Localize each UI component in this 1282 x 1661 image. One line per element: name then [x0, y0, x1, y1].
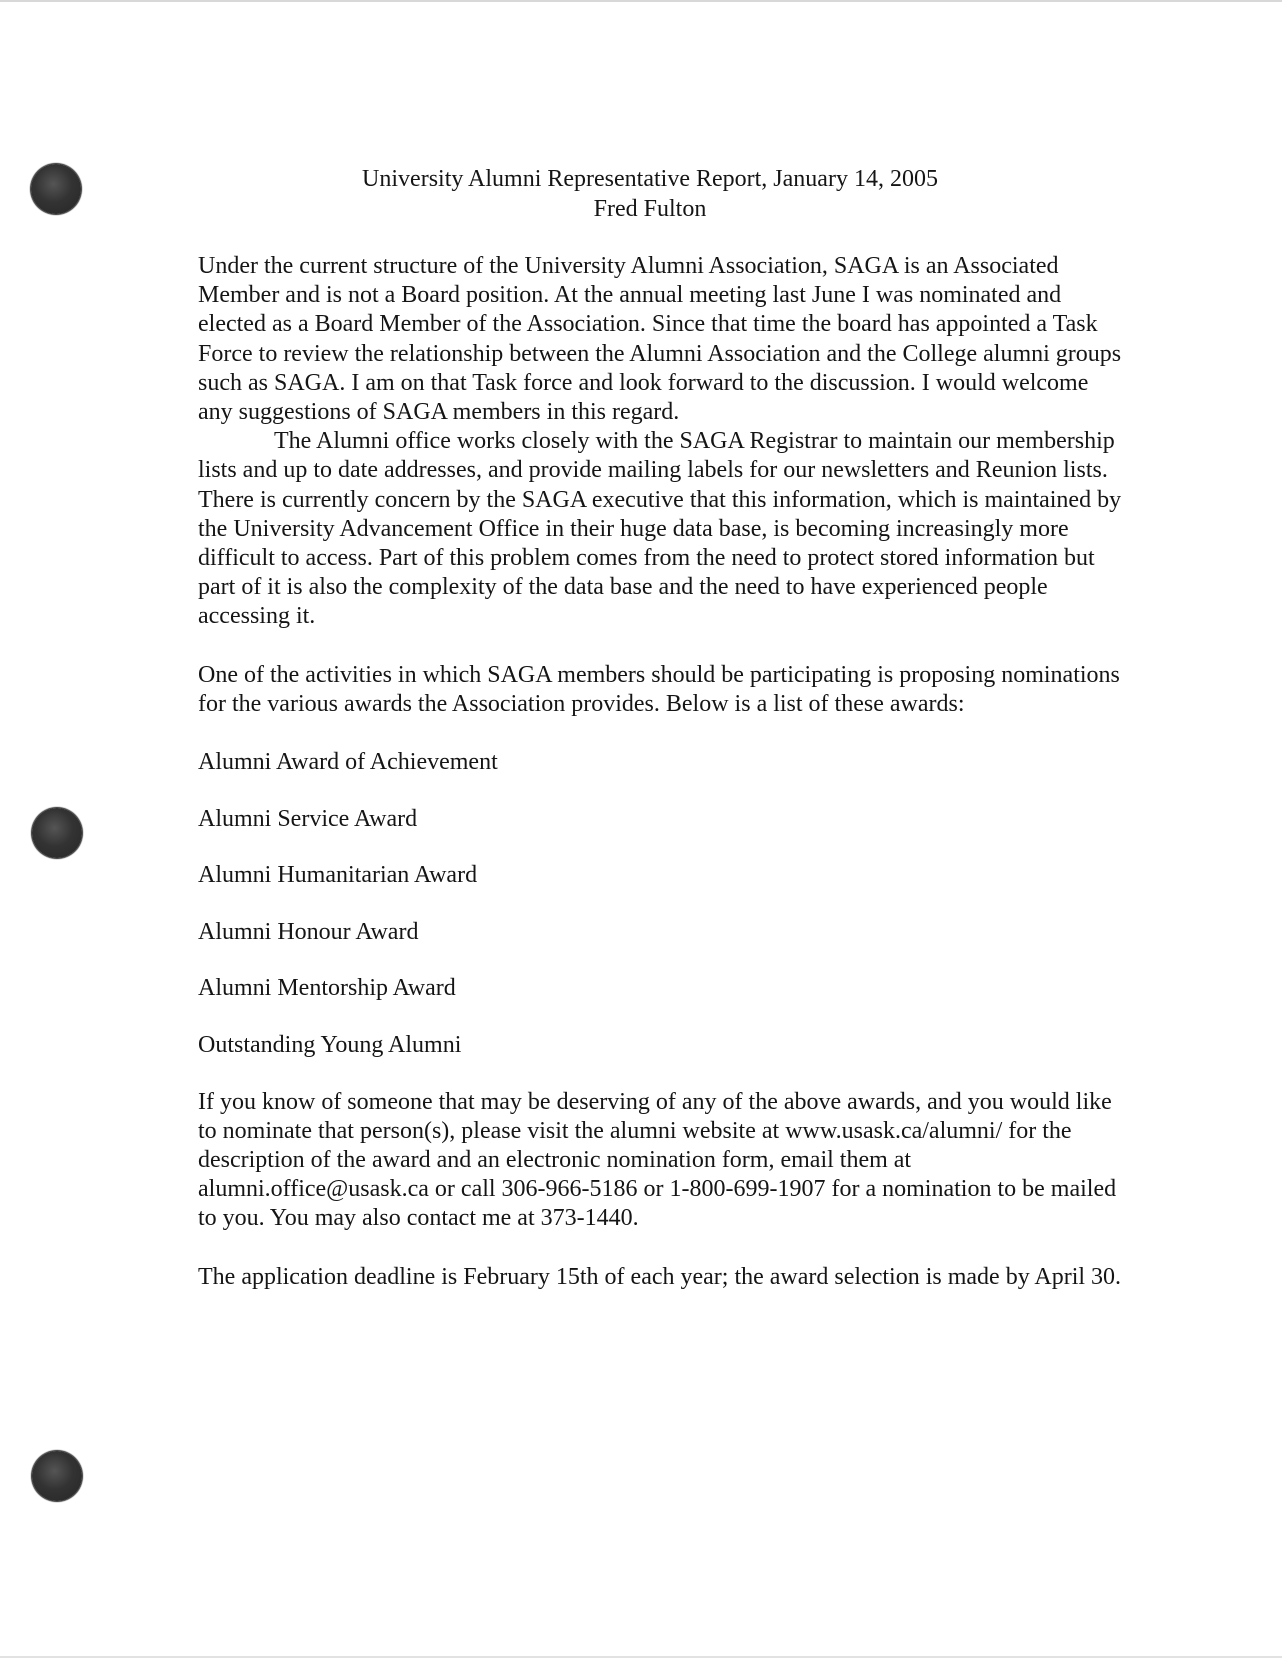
- list-item: Outstanding Young Alumni: [198, 1032, 462, 1059]
- paragraph-awards-intro: One of the activities in which SAGA members should be participating is proposing nominations for the various awards the Association provides. Below is a list of these awards:: [198, 661, 1120, 717]
- paragraph-nomination-contact: If you know of someone that may be deserving of any of the above awards, and you would like to nominate that person(s), please visit the alumni website at www.usask.ca/alumni/ for the description of the award and an electronic nomination form, email them at alumni.office@usask.ca or call 306-966-5186 or 1-800-699-1907 for a nomination to be mailed to you. You may also contact me at 373-1440.: [198, 1088, 1117, 1232]
- document-header: [300, 164, 1000, 224]
- report-author: Fred Fulton: [593, 196, 707, 222]
- punch-hole-bottom: [32, 1451, 82, 1501]
- scan-edge-bottom: [0, 1656, 1282, 1658]
- paragraph-deadline: The application deadline is February 15th of each year; the award selection is made by April 30.: [198, 1263, 1122, 1290]
- scan-edge-top: [0, 0, 1282, 2]
- awards-list: [198, 748, 1128, 1088]
- report-title: University Alumni Representative Report, January 14, 2005: [362, 166, 938, 192]
- document-body: [198, 252, 1128, 1292]
- list-item: Alumni Service Award: [198, 805, 418, 832]
- list-item: Alumni Humanitarian Award: [198, 862, 478, 889]
- list-item: Alumni Honour Award: [198, 918, 419, 945]
- punch-hole-middle: [32, 808, 82, 858]
- list-item: Alumni Mentorship Award: [198, 975, 456, 1002]
- punch-hole-top: [31, 164, 81, 214]
- paragraph-registrar: The Alumni office works closely with the SAGA Registrar to maintain our membership lists and up to date addresses, and provide mailing labels for our newsletters and Reunion lists. There is currently concern by the SAGA executive that this information, which is maintained by the University Advancement Office in their huge data base, is becoming increasingly more difficult to access. Part of this problem comes from the need to protect stored information but part of it is also the complexity of the data base and the need to have experienced people accessing it.: [198, 428, 1122, 630]
- list-item: Alumni Award of Achievement: [198, 749, 498, 776]
- paragraph-board-position: Under the current structure of the University Alumni Association, SAGA is an Associated Member and is not a Board position. At the annual meeting last June I was nominated and elected as a Board Member of the Association. Since that time the board has appointed a Task Force to review the relationship between the Alumni Association and the College alumni groups such as SAGA. I am on that Task force and look forward to the discussion. I would welcome any suggestions of SAGA members in this regard.: [198, 253, 1122, 426]
